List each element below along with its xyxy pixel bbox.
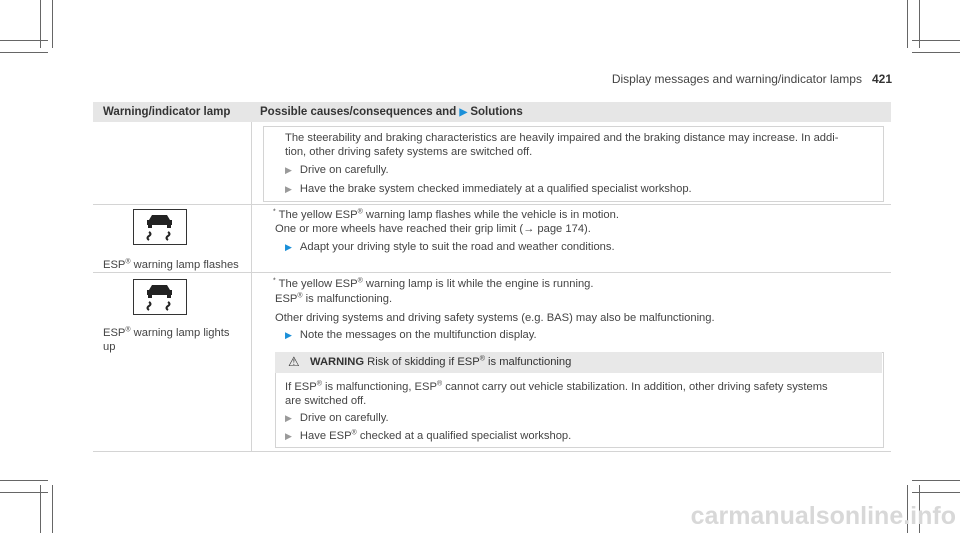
list-item: ▶ Drive on carefully. <box>285 412 389 424</box>
section-title: Display messages and warning/indicator lamps <box>611 72 862 86</box>
row2-line2: ESP® is malfunctioning. <box>275 292 393 305</box>
crop-mark <box>0 480 48 481</box>
bullet-arrow-icon: ▶ <box>285 431 292 441</box>
bullet-arrow-icon: ▶ <box>285 330 292 340</box>
bullet-arrow-icon: ▶ <box>285 413 292 423</box>
bullet-arrow-icon: ▶ <box>285 242 292 252</box>
col-header-causes: Possible causes/consequences and ▶ Solutions <box>260 106 523 118</box>
row-divider <box>93 204 891 205</box>
table-header <box>93 102 891 122</box>
row2-lamp-name: ESP® warning lamp lights <box>103 326 230 339</box>
list-item: ▶ Have ESP® checked at a qualified specialist workshop. <box>285 429 572 442</box>
column-divider <box>251 122 252 452</box>
row-divider <box>93 451 891 452</box>
solution-arrow-icon: ▶ <box>459 107 468 118</box>
running-header <box>612 72 892 86</box>
crop-mark <box>52 0 53 48</box>
list-item: ▶ Adapt your driving style to suit the road and weather conditions. <box>285 241 615 253</box>
list-item: ▶ Note the messages on the multifunction display. <box>285 329 537 341</box>
row0-line2: tion, other driving safety systems are switched off. <box>285 146 533 158</box>
crop-mark <box>912 480 960 481</box>
row2-lamp-name-cont: up <box>103 341 116 353</box>
list-item: ▶ Have the brake system checked immediately at a qualified specialist workshop. <box>285 183 692 195</box>
crop-mark <box>912 492 960 493</box>
watermark: carmanualsonline.info <box>690 502 956 530</box>
warning-line1: If ESP® is malfunctioning, ESP® cannot carry out vehicle stabilization. In addition, other driving safety systems <box>285 380 828 393</box>
list-item: ▶ Drive on carefully. <box>285 164 389 176</box>
page-number: 421 <box>871 72 892 86</box>
bullet-arrow-icon: ▶ <box>285 165 292 175</box>
warning-line2: are switched off. <box>285 395 367 407</box>
crop-mark <box>912 40 960 41</box>
row2-line3: Other driving systems and driving safety systems (e.g. BAS) may also be malfunctioning. <box>275 312 715 324</box>
esp-skid-icon <box>133 209 187 245</box>
warning-label: WARNING <box>310 356 365 368</box>
esp-skid-icon <box>133 279 187 315</box>
crop-mark <box>52 485 53 533</box>
warning-header: ⚠ WARNING Risk of skidding if ESP® is malfunctioning <box>275 352 882 373</box>
row-divider <box>93 272 891 273</box>
col-header-lamp: Warning/indicator lamp <box>103 106 231 118</box>
row2-line1: * The yellow ESP® warning lamp is lit while the engine is running. <box>273 277 594 290</box>
crop-mark <box>0 492 48 493</box>
row1-lamp-name: ESP® warning lamp flashes <box>103 258 239 271</box>
warning-triangle-icon: ⚠ <box>288 354 300 369</box>
crop-mark <box>907 0 908 48</box>
row1-line2: One or more wheels have reached their grip limit (→ page 174). <box>275 223 591 235</box>
crop-mark <box>912 52 960 53</box>
bullet-arrow-icon: ▶ <box>285 184 292 194</box>
row0-line1: The steerability and braking characteristics are heavily impaired and the braking distance may increase. In addi- <box>285 132 839 144</box>
crop-mark <box>0 40 48 41</box>
crop-mark <box>0 52 48 53</box>
row1-line1: * The yellow ESP® warning lamp flashes while the vehicle is in motion. <box>273 208 619 221</box>
